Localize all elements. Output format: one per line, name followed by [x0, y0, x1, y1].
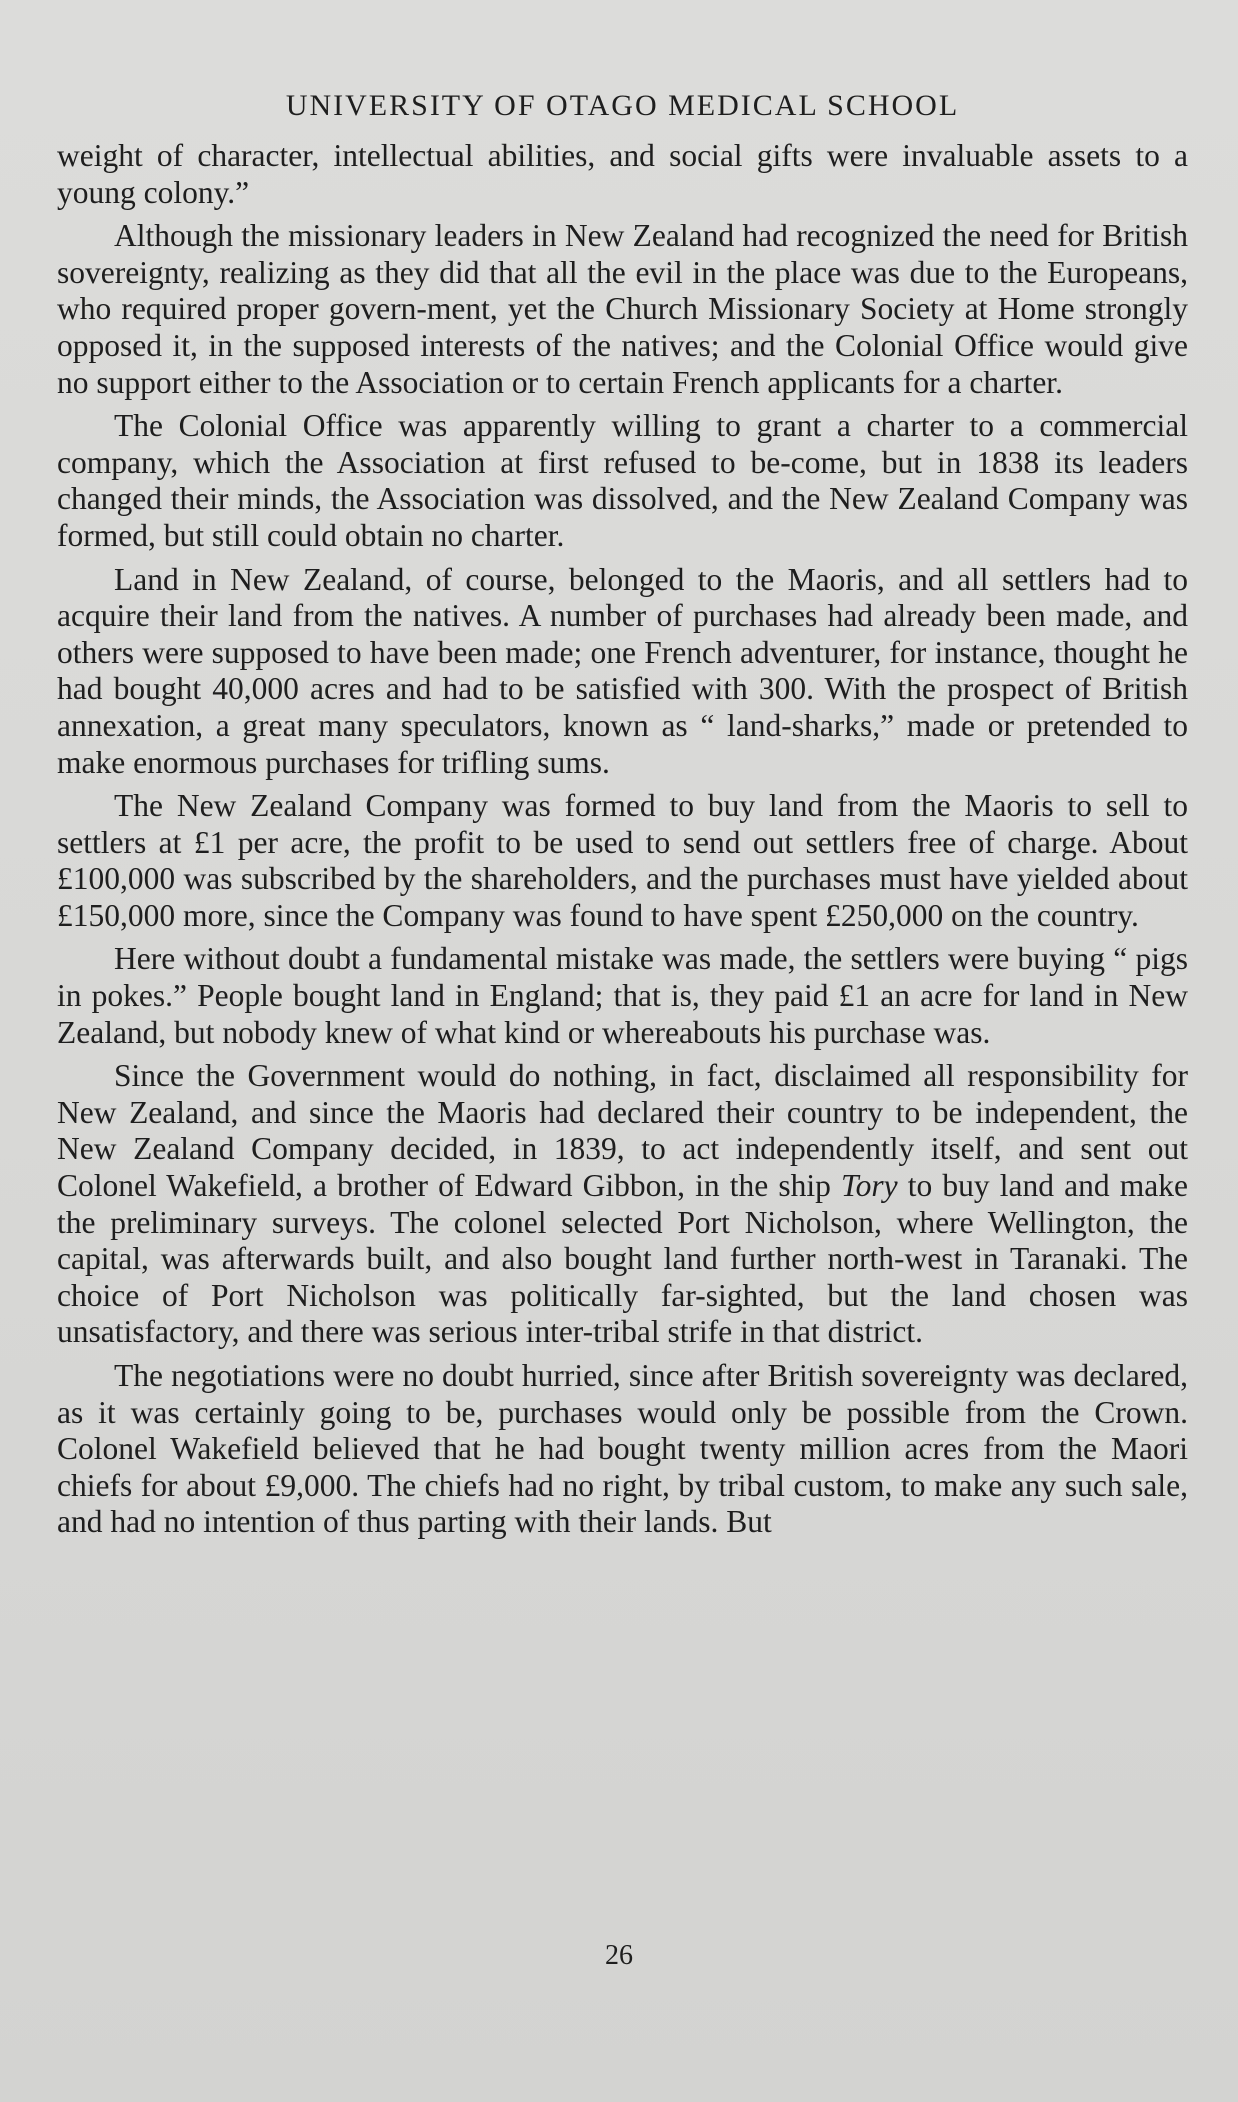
page-number: 26	[605, 1940, 633, 1971]
paragraph-6: Here without doubt a fundamental mistake was made, the settlers were buying “ pigs in pokes.” People bought land in England; that is, they paid £1 an acre for land in New Zealand, but nobody knew of what kind or whereabouts his purchase was.	[57, 941, 1188, 1050]
paragraph-4: Land in New Zealand, of course, belonged to the Maoris, and all settlers had to acquire their land from the natives. A number of purchases had already been made, and others were supposed to have been made; one French adventurer, for instance, thought he had bought 40,000 acres and had to be satisfied with 300. With the prospect of British annexation, a great many speculators, known as “ land-sharks,” made or pretended to make enormous purchases for trifling sums.	[57, 561, 1188, 780]
running-head: UNIVERSITY OF OTAGO MEDICAL SCHOOL	[285, 89, 960, 122]
body-text	[57, 138, 1188, 1541]
paragraph-1: weight of character, intellectual abilities, and social gifts were invaluable assets to a young colony.”	[57, 138, 1188, 210]
paragraph-7-part-1: Since the Government would do nothing, in fact, disclaimed all responsibility for New Zealand, and since the Maoris had declared their country to be independent, the New Zealand Company decided, in 1839, to act independently itself, and sent out Colonel Wakefield, a brother of Edward Gibbon, in the ship	[57, 1058, 1188, 1204]
paragraph-8: The negotiations were no doubt hurried, since after British sovereignty was declared, as it was certainly going to be, purchases would only be possible from the Crown. Colonel Wakefield believed that he had bought twenty million acres from the Maori chiefs for about £9,000. The chiefs had no right, by tribal custom, to make any such sale, and had no intention of thus parting with their lands. But	[57, 1358, 1188, 1540]
paragraph-2: Although the missionary leaders in New Zealand had recognized the need for British sovereignty, realizing as they did that all the evil in the place was due to the Europeans, who required proper govern-ment, yet the Church Missionary Society at Home strongly opposed it, in the supposed interests of the natives; and the Colonial Office would give no support either to the Association or to certain French applicants for a charter.	[57, 218, 1188, 400]
paragraph-7-part-2: to buy land and make the preliminary surveys. The colonel selected Port Nicholson, where Wellington, the capital, was afterwards built, and also bought land further north-west in Taranaki. The choice of Port Nicholson was politically far-sighted, but the land chosen was unsatisfactory, and there was serious inter-tribal strife in that district.	[57, 1168, 1188, 1350]
ship-name: Tory	[841, 1168, 898, 1204]
paragraph-7	[57, 1058, 1188, 1351]
paragraph-5: The New Zealand Company was formed to buy land from the Maoris to sell to settlers at £1 per acre, the profit to be used to send out settlers free of charge. About £100,000 was subscribed by the shareholders, and the purchases must have yielded about £150,000 more, since the Company was found to have spent £250,000 on the country.	[57, 788, 1188, 933]
paragraph-3: The Colonial Office was apparently willing to grant a charter to a commercial company, which the Association at first refused to be-come, but in 1838 its leaders changed their minds, the Association was dissolved, and the New Zealand Company was formed, but still could obtain no charter.	[57, 408, 1188, 553]
